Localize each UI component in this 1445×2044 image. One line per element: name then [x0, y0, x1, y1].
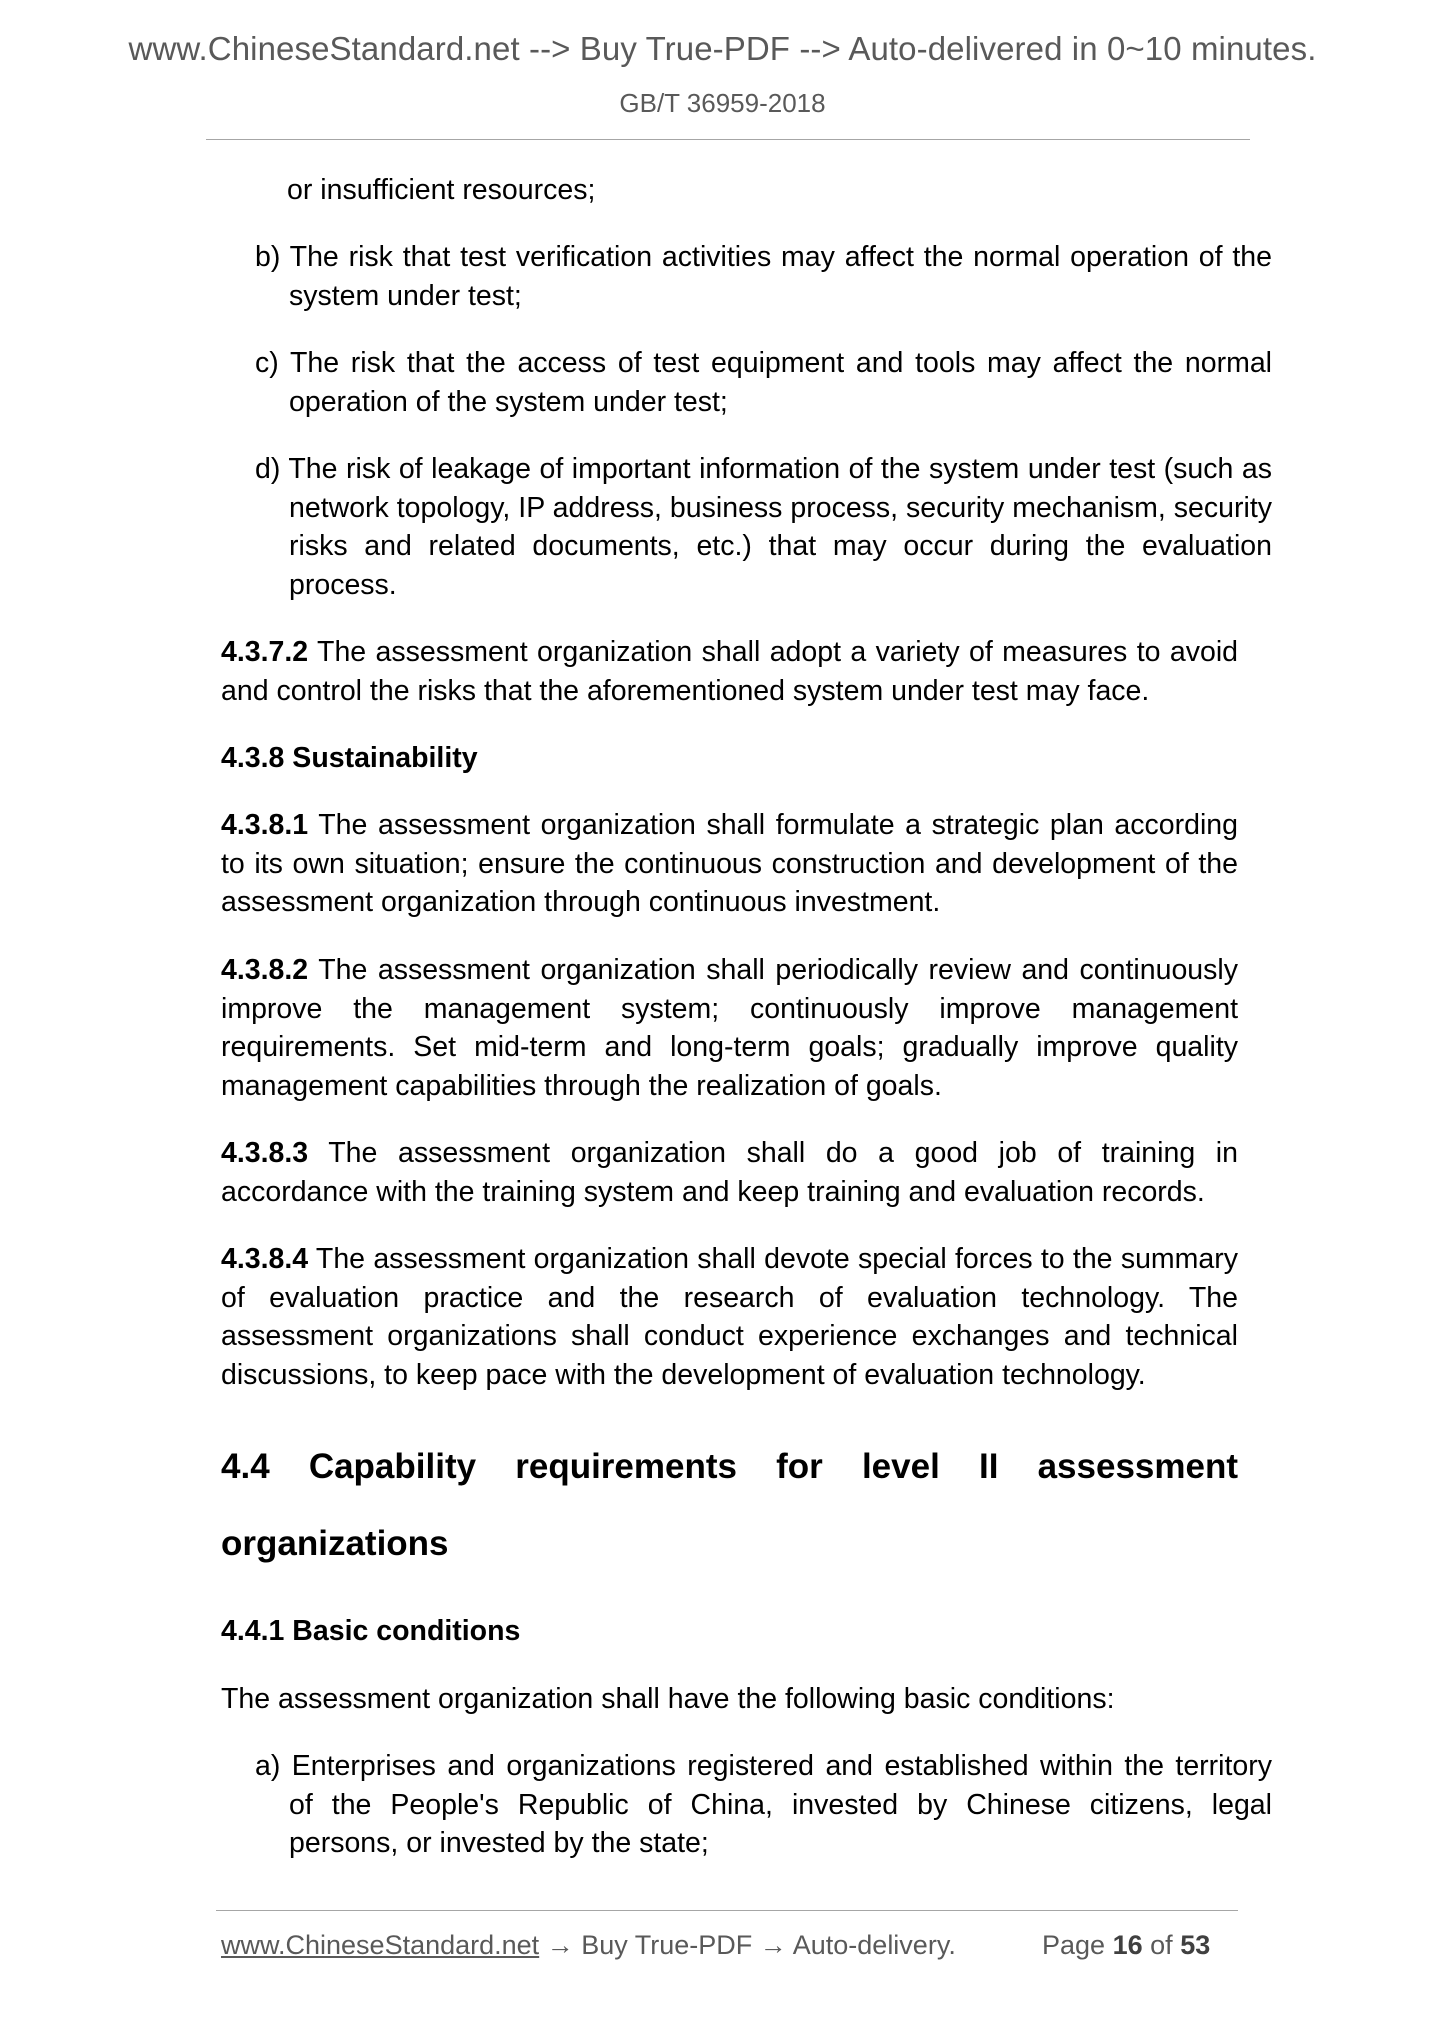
clause-text: The assessment organization shall adopt a variety of measures to avoid and control the risks that the aforementioned system under test may face. — [221, 636, 1238, 707]
of-label: of — [1150, 1930, 1173, 1960]
list-marker: c) — [255, 347, 279, 379]
footer-tagline: → Buy True-PDF → Auto-delivery. — [539, 1930, 956, 1960]
list-marker: a) — [255, 1750, 281, 1782]
continuation-text: or insufficient resources; — [287, 174, 596, 206]
intro-4-4-1: The assessment organization shall have the following basic conditions: — [221, 1683, 1115, 1715]
footer-left — [221, 1930, 956, 1961]
clause-4-3-8-1 — [221, 806, 1238, 922]
list-item-d — [255, 450, 1272, 604]
heading-4-4-1: 4.4.1 Basic conditions — [221, 1615, 521, 1647]
page-total: 53 — [1180, 1930, 1211, 1960]
clause-4-3-7-2 — [221, 633, 1238, 710]
clause-text: The assessment organization shall devote special forces to the summary of evaluation practice and the research of evaluation technology. The assessment organizations shall conduct experience exchanges and technical discussions, to keep pace with the development of evaluation technology. — [221, 1243, 1238, 1391]
heading-4-3-8: 4.3.8 Sustainability — [221, 742, 478, 774]
list-item-text: The risk that the access of test equipment and tools may affect the normal operation of the system under test; — [289, 347, 1272, 418]
footer-divider — [216, 1910, 1238, 1911]
list-item-text: The risk that test verification activities may affect the normal operation of the system under test; — [289, 241, 1272, 312]
clause-number: 4.3.8.2 — [221, 954, 309, 986]
heading-word: assessment — [1037, 1447, 1238, 1486]
page-label: Page — [1042, 1930, 1106, 1960]
heading-4-4-line-1 — [221, 1428, 1238, 1505]
list-item-c — [255, 344, 1272, 421]
list-marker: b) — [255, 241, 281, 273]
heading-4-4 — [221, 1428, 1238, 1582]
page-number: 16 — [1112, 1930, 1143, 1960]
list-item-text: The risk of leakage of important information of the system under test (such as network topology, IP address, business process, security mechanism, security risks and related documents, etc.) that may occur during the evaluation process. — [288, 453, 1272, 601]
clause-number: 4.3.8.3 — [221, 1137, 309, 1169]
heading-word: for — [776, 1447, 823, 1486]
list-marker: d) — [255, 453, 281, 485]
list-item-text: Enterprises and organizations registered and established within the territory of the People's Republic of China, invested by Chinese citizens, legal persons, or invested by the state; — [289, 1750, 1272, 1859]
clause-number: 4.3.8.1 — [221, 809, 309, 841]
heading-word: Capability — [308, 1447, 477, 1486]
footer-site-link[interactable]: www.ChineseStandard.net — [221, 1930, 540, 1960]
standard-code: GB/T 36959-2018 — [619, 88, 826, 118]
clause-number: 4.3.7.2 — [221, 636, 309, 668]
heading-word: 4.4 — [221, 1447, 270, 1486]
header-divider — [206, 139, 1250, 140]
page-indicator — [1042, 1930, 1210, 1961]
clause-text: The assessment organization shall periodically review and continuously improve the management system; continuously improve management requirements. Set mid-term and long-term goals; gradually improve quality management capabilities through the realization of goals. — [221, 954, 1238, 1102]
heading-word: level — [861, 1447, 940, 1486]
clause-text: The assessment organization shall formulate a strategic plan according to its own situation; ensure the continuous construction and development of the assessment organization through continuous investment. — [221, 809, 1238, 918]
clause-number: 4.3.8.4 — [221, 1243, 309, 1275]
heading-word: requirements — [515, 1447, 737, 1486]
list-item-b — [255, 238, 1272, 315]
heading-4-4-line-2: organizations — [221, 1524, 449, 1563]
clause-4-3-8-3 — [221, 1134, 1238, 1211]
list-item-a — [255, 1747, 1272, 1863]
clause-4-3-8-4 — [221, 1240, 1238, 1394]
top-banner: www.ChineseStandard.net --> Buy True-PDF --> Auto-delivered in 0~10 minutes. — [128, 30, 1317, 67]
clause-4-3-8-2 — [221, 951, 1238, 1105]
clause-text: The assessment organization shall do a good job of training in accordance with the training system and keep training and evaluation records. — [221, 1137, 1238, 1208]
heading-word: II — [978, 1447, 999, 1486]
